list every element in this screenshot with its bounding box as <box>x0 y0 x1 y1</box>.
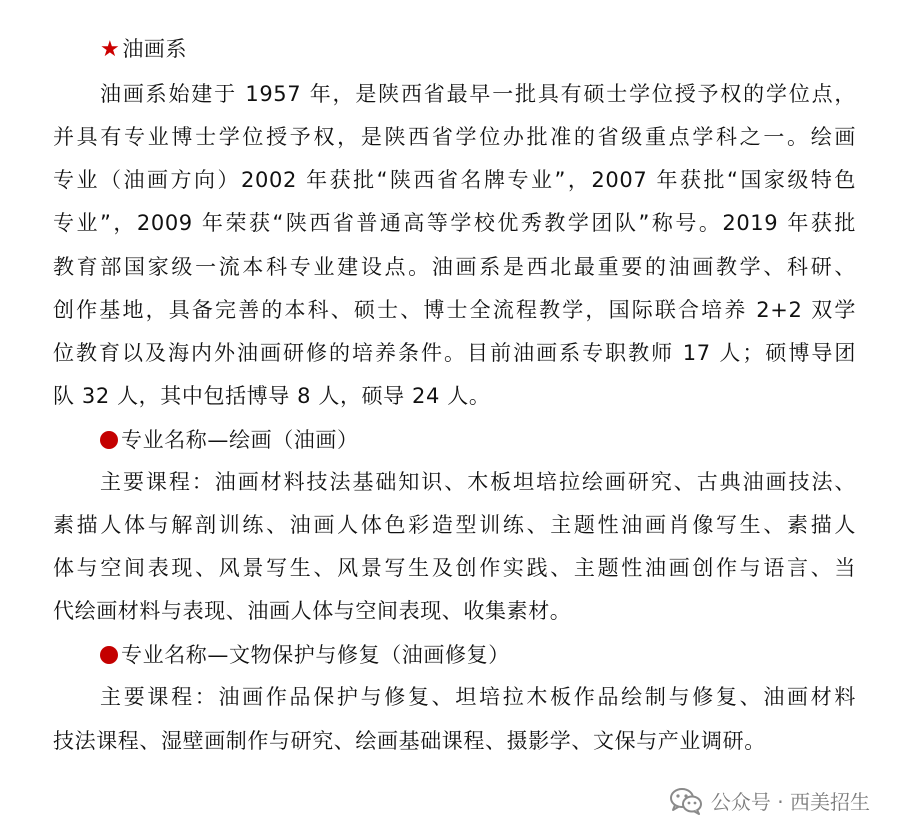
major-name: 专业名称—文物保护与修复（油画修复） <box>121 643 510 667</box>
course-line: 主要课程：油画材料技法基础知识、木板坦培拉绘画研究、古典油画技法、 <box>100 470 856 494</box>
intro-line: 教育部国家级一流本科专业建设点。油画系是西北最重要的油画教学、科研、 <box>53 255 856 279</box>
section-heading <box>100 34 187 65</box>
star-icon: ★ <box>100 37 121 62</box>
course-line: 体与空间表现、风景写生、风景写生及创作实践、主题性油画创作与语言、当 <box>53 556 856 580</box>
major-heading <box>100 640 510 670</box>
wechat-account-label: 公众号 · 西美招生 <box>710 790 870 814</box>
bullet-icon <box>100 646 118 664</box>
wechat-icon <box>669 787 703 815</box>
course-line: 代绘画材料与表现、油画人体与空间表现、收集素材。 <box>53 599 572 623</box>
bullet-icon <box>100 431 118 449</box>
intro-line: 专业（油画方向）2002 年获批“陕西省名牌专业”，2007 年获批“国家级特色 <box>53 168 856 192</box>
intro-line: 油画系始建于 1957 年，是陕西省最早一批具有硕士学位授予权的学位点， <box>100 82 856 106</box>
intro-line: 队 32 人，其中包括博导 8 人，硕导 24 人。 <box>53 384 491 408</box>
course-line: 素描人体与解剖训练、油画人体色彩造型训练、主题性油画肖像写生、素描人 <box>53 513 856 537</box>
section-title: 油画系 <box>122 37 188 61</box>
major-heading <box>100 425 359 455</box>
wechat-watermark <box>669 786 870 815</box>
major-name: 专业名称—绘画（油画） <box>121 428 359 452</box>
intro-line: 并具有专业博士学位授予权，是陕西省学位办批准的省级重点学科之一。绘画 <box>53 125 856 149</box>
course-line: 主要课程：油画作品保护与修复、坦培拉木板作品绘制与修复、油画材料 <box>100 685 856 709</box>
intro-line: 位教育以及海内外油画研修的培养条件。目前油画系专职教师 17 人；硕博导团 <box>53 341 856 365</box>
intro-line: 创作基地，具备完善的本科、硕士、博士全流程教学，国际联合培养 2+2 双学 <box>53 298 856 322</box>
intro-line: 专业”，2009 年荣获“陕西省普通高等学校优秀教学团队”称号。2019 年获批 <box>53 211 856 235</box>
course-line: 技法课程、湿壁画制作与研究、绘画基础课程、摄影学、文保与产业调研。 <box>53 729 766 753</box>
